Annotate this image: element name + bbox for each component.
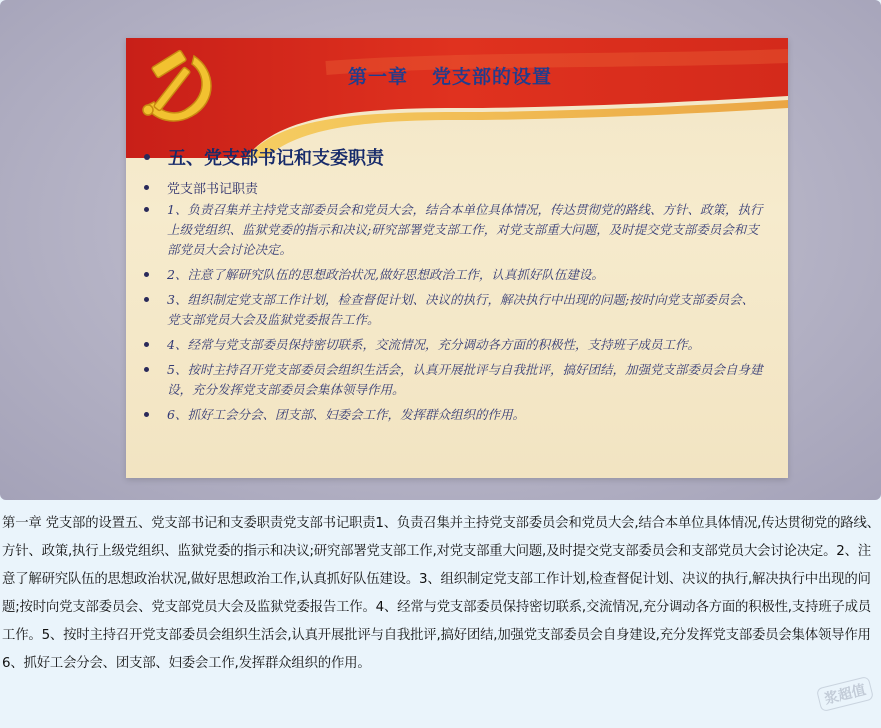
presentation-slide: [126, 38, 788, 478]
list-item: 1、负责召集并主持党支部委员会和党员大会，结合本单位具体情况，传达贯彻党的路线、方针、政策，执行上级党组织、监狱党委的指示和决议;研究部署党支部工作，对党支部重大问题，及时提交党支部委员会和支部党员大会讨论决定。: [144, 200, 764, 260]
subheading: [144, 178, 258, 197]
list-item: 4、经常与党支部委员保持密切联系，交流情况，充分调动各方面的积极性，支持班子成员工作。: [144, 335, 764, 355]
bullet-icon: [144, 272, 149, 277]
bullet-icon: [144, 207, 149, 212]
bullet-icon: [144, 367, 149, 372]
bullet-icon: [144, 297, 149, 302]
chapter-title: 第一章: [348, 66, 409, 88]
hammer-sickle-icon: [134, 44, 224, 128]
duties-list: [144, 200, 764, 430]
list-item: 6、抓好工会分会、团支部、妇委会工作，发挥群众组织的作用。: [144, 405, 764, 425]
section-heading-text: 五、党支部书记和支委职责: [168, 148, 384, 169]
bullet-icon: [144, 185, 149, 190]
slide-title: [348, 62, 552, 89]
bullet-icon: [144, 154, 150, 160]
list-item: 3、组织制定党支部工作计划，检查督促计划、决议的执行，解决执行中出现的问题;按时向党支部委员会、党支部党员大会及监狱党委报告工作。: [144, 290, 764, 330]
list-item: 5、按时主持召开党支部委员会组织生活会，认真开展批评与自我批评，搞好团结，加强党支部委员会自身建设，充分发挥党支部委员会集体领导作用。: [144, 360, 764, 400]
watermark-logo: 浆超值: [816, 676, 874, 712]
bullet-icon: [144, 412, 149, 417]
red-banner: [126, 38, 788, 158]
chapter-subtitle: 党支部的设置: [432, 66, 553, 88]
list-item: 2、注意了解研究队伍的思想政治状况,做好思想政治工作，认真抓好队伍建设。: [144, 265, 764, 285]
section-heading: [144, 144, 384, 170]
subheading-text: 党支部书记职责: [167, 182, 259, 197]
bullet-icon: [144, 342, 149, 347]
caption-text: 第一章 党支部的设置五、党支部书记和支委职责党支部书记职责1、负责召集并主持党支部委员会和党员大会,结合本单位具体情况,传达贯彻党的路线、方针、政策,执行上级党组织、监狱党委的指示和决议;研究部署党支部工作,对党支部重大问题,及时提交党支部委员会和支部党员大会讨论决定。2、注意了解研究队伍的思想政治状况,做好思想政治工作,认真抓好队伍建设。3、组织制定党支部工作计划,检查督促计划、决议的执行,解决执行中出现的问题;按时向党支部委员会、党支部党员大会及监狱党委报告工作。4、经常与党支部委员保持密切联系,交流情况,充分调动各方面的积极性,支持班子成员工作。5、按时主持召开党支部委员会组织生活会,认真开展批评与自我批评,搞好团结,加强党支部委员会自身建设,充分发挥党支部委员会集体领导作用6、抓好工会分会、团支部、妇委会工作,发挥群众组织的作用。: [2, 516, 880, 671]
